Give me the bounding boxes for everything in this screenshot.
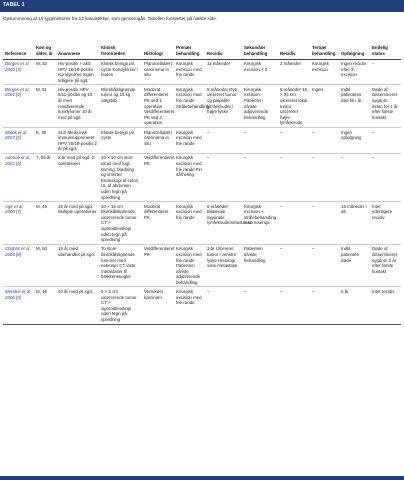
table-cell: Kirurgisk excision med frie rande	[174, 202, 205, 245]
table-cell: –	[205, 128, 242, 154]
header-cell: Histologi	[142, 36, 174, 59]
table-cell: –	[278, 202, 310, 245]
table-cell: Døde af dissemineret sygdom inden for 1 år efter første kontakt	[370, 85, 401, 128]
table-cell: Patienten afviste behandling	[242, 244, 278, 287]
table-row	[3, 287, 401, 324]
table-cell: M, 32	[34, 59, 56, 85]
table-cell: –	[278, 128, 310, 154]
table-cell: Hiv-positiv + akS HPV 16/18-positiv Kondylomer Ingen tidligere pil.sgd.	[56, 59, 99, 85]
table-caption: Opsummering af 15 sygehistorier fra 13 kasuistikker, som gennemgås. Tabellen fortsætter på næste side.	[3, 16, 218, 21]
table-cell: Døde af dissemineret sygdom 2 år efter første kontakt	[370, 244, 401, 287]
table-cell: Veldifferentieret PK	[142, 153, 174, 201]
header-cell: Recidiv	[205, 36, 242, 59]
table-cell: Planocellulært carcinoma in situ	[142, 128, 174, 154]
table-cell: Moderat differentieret PK	[142, 202, 174, 245]
table-cell: –	[370, 59, 401, 85]
table-cell: 15 år med pil.sgd. Multiple operationer	[56, 202, 99, 245]
reference-cell: Borges et al, 2001 [4]	[3, 85, 34, 128]
table-cell: Moderat differentieret PK ved 1. operation Veldifferentieret PK ved 2. operation	[142, 85, 174, 128]
table-cell: –	[242, 153, 278, 201]
table-cell: Ingen opfølgning	[339, 128, 370, 154]
table-cell: Planocellulært carcinoma in situ	[142, 59, 174, 85]
table-header-row	[3, 36, 401, 59]
table-cell: 2 år med pil.sgd. 2 operationer	[56, 153, 99, 201]
header-cell: Anamnese	[56, 36, 99, 59]
table-cell: Veldifferentieret PK	[142, 244, 174, 287]
table-row	[3, 244, 401, 287]
table-cell: M, 51	[34, 85, 56, 128]
table-cell: Kirurgisk excision med frie rande	[174, 128, 205, 154]
table-cell: –	[370, 153, 401, 201]
header-cell: Primær behandling	[174, 36, 205, 59]
table-cell: 2 måneder	[278, 59, 310, 85]
table-cell: Kirurgisk excision + strålebehandling + kemoterapi	[242, 202, 278, 245]
table-cell: Kirurgisk excision med frie rande	[174, 287, 205, 324]
case-summary-table	[3, 36, 401, 325]
reference-cell: Mendes et al, 2006 [9]	[3, 287, 34, 324]
bottom-rule	[0, 476, 404, 480]
table-cell: Verrukøst karcinom	[142, 287, 174, 324]
table-cell: Ingen recidiv efter 3. excision	[339, 59, 370, 85]
table-cell: 5 × 5 cm ulcererende tumor CT + sigmoideoskopi uden tegn på spredning	[99, 287, 142, 324]
header-cell: Opfølgning	[339, 36, 370, 59]
table-cell: 6 måneder Bilaterale inguinale lymfeknudemetastaser	[205, 202, 242, 245]
table-cell: Kirurgisk excision med frie rande Patienten afviste adjuverende behandling	[174, 244, 205, 287]
table-row	[3, 85, 401, 128]
table-cell: Intet ydenligere recidiv	[370, 202, 401, 245]
table-cell: –	[242, 287, 278, 324]
header-cell: Reference	[3, 36, 34, 59]
header-cell: Tertiær behandling	[310, 36, 339, 59]
table-row	[3, 128, 401, 154]
table-cell: Kirurgisk excision	[310, 59, 339, 85]
reference-cell: Malek et al, 2007 [5]	[3, 128, 34, 154]
table-cell: –	[205, 153, 242, 201]
table-cell: 2 år Ulcereret tumor i venstre lyske Histologi viste metastase	[205, 244, 242, 287]
header-cell: Sekundær behandling	[242, 36, 278, 59]
table-cell: 15 måneder i alt	[339, 202, 370, 245]
table-cell: 10 × 10 cm stort ulcus med lugt, sivning, blødning og smerter Endoskopi af colon, UL af abdomen uden tegn på spredning	[99, 153, 142, 201]
table-cell: –	[310, 128, 339, 154]
table-cell: M, 49	[34, 202, 56, 245]
table-row	[3, 59, 401, 85]
table-cell: Ingen	[310, 85, 339, 128]
table-cell: –	[370, 128, 401, 154]
header-cell: Klinisk fremtræden	[99, 36, 142, 59]
reference-cell: Agir et al, 2006 [7]	[3, 202, 34, 245]
table-cell: Intet recidiv	[370, 287, 401, 324]
reference-cell: Adonoli et al, 2002 [6]	[3, 153, 34, 201]
table-cell: Klinisk benign pil. cyste	[99, 128, 142, 154]
table-cell: –	[339, 153, 370, 201]
table-body	[3, 59, 401, 324]
table-cell: –	[278, 244, 310, 287]
table-cell: 11 måneder	[205, 59, 242, 85]
table-cell: M, 48	[34, 287, 56, 324]
table-cell: –	[310, 153, 339, 201]
header-cell: Køn og alder, år	[34, 36, 56, 59]
table-cell: K, 40	[34, 128, 56, 154]
table-cell: Indtil patienten døde	[339, 244, 370, 287]
table-cell: Kirurgisk excision med frie rande	[174, 59, 205, 85]
table-cell: –	[310, 287, 339, 324]
table-row	[3, 202, 401, 245]
table-cell: –	[278, 153, 310, 201]
table-cell: –	[278, 287, 310, 324]
table-cell: –	[205, 287, 242, 324]
table-title-bar	[0, 0, 404, 12]
table-cell: 6 måneder 15 × 25 cm ulcereret lokal tumor Ulcereret højre lymfeknude	[278, 85, 310, 128]
table-cell: –	[242, 128, 278, 154]
header-cell: Endelig status	[370, 36, 401, 59]
table-cell: 10 × 15 cm blomkålslignende, ulcererende tumor CT + sigmoideoskopi uden tegn på spredning	[99, 202, 142, 245]
table-cell: Kirurgisk excision Patienten afviste adjuverende behandling	[242, 85, 278, 128]
table-cell: ?, 55 år	[34, 153, 56, 201]
header-cell: Recidiv	[278, 36, 310, 59]
table-cell: Kirurgisk excision med frie rande Fin sårheling	[174, 153, 205, 201]
table-cell: Kirurgisk excision × 2	[242, 59, 278, 85]
table-cell: –	[310, 244, 339, 287]
table-cell: Klinisk benign pil. cyste Kondylomer i huden	[99, 59, 142, 85]
table-cell: 10 år med pil.sgd.	[56, 287, 99, 324]
table-cell: Kirurgisk excision med frie rande Strålebehandling	[174, 85, 205, 128]
table-cell: 5 måneder Dyb ulcereret tumor og palpable lymfeknuder i højre lyske	[205, 85, 242, 128]
table-cell: SLE Medicinsk immunsupprimeret HPV 16/18-positiv 2 år pil.sgd.	[56, 128, 99, 154]
reference-cell: Borges et al, 2005 [4]	[3, 59, 34, 85]
table-cell: 15 år med ubehandlet pil.sgd.	[56, 244, 99, 287]
table-cell: –	[310, 202, 339, 245]
table-label: TABEL 1	[3, 2, 25, 8]
table-row	[3, 153, 401, 201]
table-cell: Hiv-positiv HPV 6/11-positiv og 10 år med residiverende kondylomer 10 år med pil.sgd.	[56, 85, 99, 128]
table-cell: To store blomkålslignende tumorer med nekroser CT viste metastaser til bækkenknogler	[99, 244, 142, 287]
table-cell: 5 år	[339, 287, 370, 324]
reference-cell: Chobtic et al, 2008 [8]	[3, 244, 34, 287]
table-cell: Blomkålslignende tumor og 15 kg vægttab	[99, 85, 142, 128]
table-cell: Indtil patientens død fik i år.	[339, 85, 370, 128]
table-cell: M, 50	[34, 244, 56, 287]
